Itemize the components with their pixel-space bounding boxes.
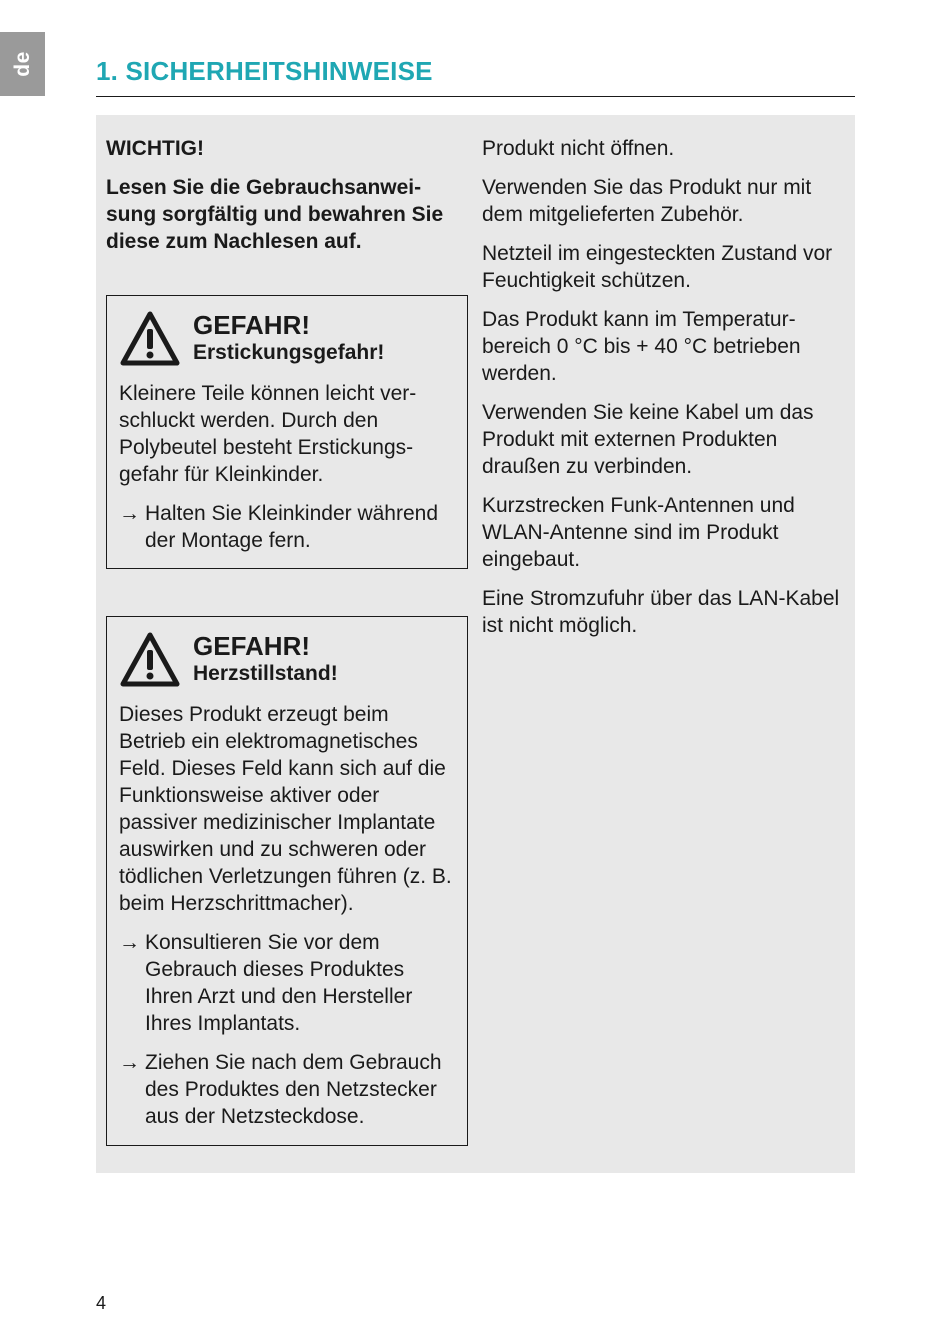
section-heading: 1. SICHERHEITSHINWEISE: [96, 56, 433, 86]
warning-body: Kleinere Teile können leicht ver-schluckt werden. Durch den Polybeutel besteht Erstickungs-gefahr für Kleinkinder.: [119, 382, 417, 486]
instruction-item: [119, 1049, 457, 1130]
warning-header: [119, 308, 457, 368]
safety-note: Verwenden Sie das Produkt nur mit dem mitgelieferten Zubehör.: [482, 176, 812, 226]
warning-title: GEFAHR!: [193, 631, 310, 661]
safety-note: Verwenden Sie keine Kabel um das Produkt mit externen Produkten draußen zu verbinden.: [482, 401, 814, 478]
instruction-text: Ziehen Sie nach dem Gebrauch des Produktes den Netzstecker aus der Netzsteckdose.: [145, 1051, 442, 1128]
instruction-text: Konsultieren Sie vor dem Gebrauch dieses Produktes Ihren Arzt und den Hersteller Ihres Implantats.: [145, 931, 413, 1035]
arrow-right-icon: →: [119, 502, 140, 525]
safety-note: Eine Stromzufuhr über das LAN-Kabel ist nicht möglich.: [482, 587, 840, 637]
safety-note: Produkt nicht öffnen.: [482, 137, 675, 160]
heading-divider: [96, 96, 855, 97]
important-title: WICHTIG!: [106, 137, 204, 160]
instruction-text: Halten Sie Kleinkinder während der Montage fern.: [145, 502, 439, 552]
warning-header: [119, 629, 457, 689]
warning-body: Dieses Produkt erzeugt beim Betrieb ein elektromagnetisches Feld. Dieses Feld kann sich auf die Funktionsweise aktiver oder passiver medizinischer Implantate auswirken und zu schweren oder tödlichen Verletzungen führen (z. B. beim Herzschrittmacher).: [119, 703, 452, 915]
page-number: 4: [96, 1293, 107, 1313]
warning-triangle-icon: [119, 631, 181, 689]
left-column: [106, 135, 470, 255]
safety-panel: [96, 115, 855, 1173]
right-column: [482, 135, 842, 651]
warning-subtitle: Erstickungsgefahr!: [193, 341, 385, 364]
warning-title: GEFAHR!: [193, 310, 310, 340]
arrow-right-icon: →: [119, 931, 140, 954]
language-tab: [0, 32, 45, 96]
arrow-right-icon: →: [119, 1051, 140, 1074]
language-tab-label: de: [10, 51, 34, 77]
safety-note: Kurzstrecken Funk-Antennen und WLAN-Antenne sind im Produkt eingebaut.: [482, 494, 795, 571]
safety-note: Netzteil im eingesteckten Zustand vor Feuchtigkeit schützen.: [482, 242, 833, 292]
warning-box-choking: [106, 295, 468, 569]
instruction-item: [119, 929, 457, 1037]
warning-subtitle: Herzstillstand!: [193, 662, 338, 685]
warning-triangle-icon: [119, 310, 181, 368]
safety-note: Das Produkt kann im Temperatur-bereich 0 °C bis + 40 °C betrieben werden.: [482, 308, 801, 385]
instruction-item: [119, 500, 457, 554]
warning-box-cardiac-arrest: [106, 616, 468, 1146]
important-text: Lesen Sie die Gebrauchsanwei-sung sorgfältig und bewahren Sie diese zum Nachlesen auf.: [106, 176, 444, 253]
